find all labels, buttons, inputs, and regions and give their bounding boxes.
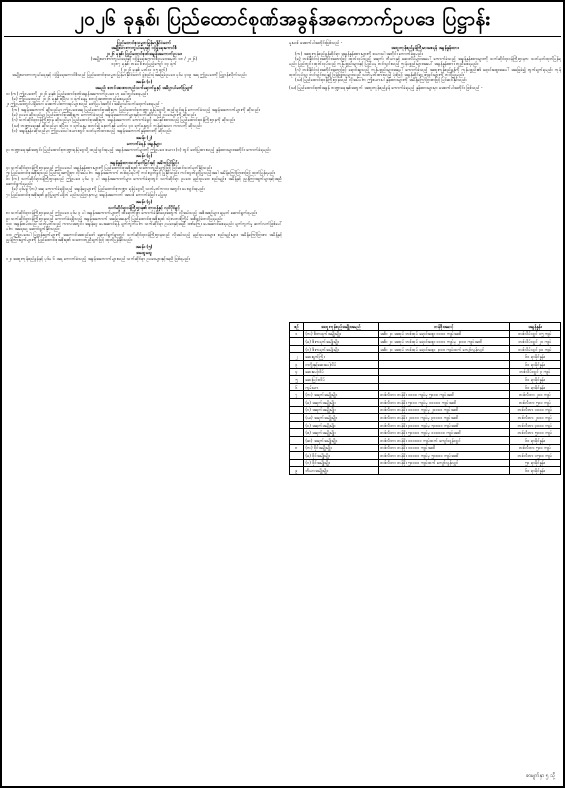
section-paragraph: (ခ) ပုဒ်မခွဲ (က) အရ ကောက်ခံရရှိသည့် အခွန်ငွေများကို ပြည်ထောင်စုဘဏ္ဍာ ရန်ပုံငွေသို့ သတ်မှတ်ကာလအတွင်း ပေးသွင်းရမည်။: [12, 186, 206, 192]
column-header: တန်ဖိုးအဆင့်: [378, 323, 509, 331]
table-intro: (ဃ) ပြည်ထောင်စုဏ်အခွန် ဘဏ္ဍာရေးနှစ်အတွက် အထူးကုန်စည်ခွန် ကောက်ခံရမည့် နှုန်းထားများမှာ အောက်ပါအတိုင်း ဖြစ်သည် -: [289, 85, 483, 91]
table-cell: တစ်လီတာ ၅၀၀၀ ကျပ်: [509, 429, 560, 437]
table-cell: [378, 376, 509, 384]
section-paragraph: ၄။ သက်ဆိုင်ရာဝန်ကြီးဌာနသည် ဤဥပဒေပါ အခွန်နှုန်းထားများကို ပြည်ထောင်စုအစိုးရ၏ သဘောတူညီချက်ဖြင့် ပြင်ဆင်သတ်မှတ်နိုင်သည်။: [6, 165, 213, 171]
title-divider: [4, 36, 561, 37]
table-row: [290, 330, 561, 338]
chapter-5-title: အခန်း (၅): [135, 243, 153, 249]
table-cell: ဗာဂျီးနှင့်ဆေးပေါ့လိပ်: [303, 360, 378, 368]
section-paragraph: (ဃ) ပြည်ထောင်စုဝန်ကြီးဌာနသည် လိုအပ်ပါက ဤဇယားပါ နှုန်းထားများကို အမိန့်ကြော်ငြာစာဖြင့် ပြင်ဆင်နိုင်သည်။: [295, 77, 467, 83]
table-row: [290, 421, 561, 429]
table-cell: [290, 345, 304, 353]
table-cell: ၇: [290, 391, 304, 399]
table-cell: တစ်လီတာ တန်ဖိုး ၂၀၀၀၁ ကျပ်မှ ၃၀၀၀၀ ကျပ်အထိ: [378, 414, 509, 422]
section-paragraph: ၅။ ပြည်ထောင်စုအစိုးရသည် ပြည်သူ့အကျိုးငှာ လိုအပ်ပါက အခွန်အကောက် တစ်ရပ်ရပ်ကို ကင်းလွတ်ခွင့် ပြုနိုင်သည်။ ကင်းလွတ်ခွင့်ပြုသည့်အခါ အမိန့်ကြော်ငြာစာဖြင့် ထုတ်ပြန်ရမည်။: [6, 170, 276, 176]
section-paragraph: (က) အခွန်အကောက် ဆိုသည်မှာ ဤဥပဒေအရ ပြည်ထောင်စုအစိုးရက ပြည်ထောင်စုဘဏ္ဍာ ရန်ပုံငွေသို့ ထည့်သွင်းရန် ကောက်ခံသည့် အခွန်အကောက်များကို ဆိုသည်။: [12, 106, 261, 112]
table-cell: ၅၀ ရာခိုင်နှုန်း: [509, 459, 560, 467]
table-row: [290, 406, 561, 414]
table-cell: တစ်လိပ်လျှင် ၂၀ ကျပ်: [509, 338, 560, 346]
table-cell: (စ) အရက်အမျိုးမျိုး: [303, 429, 378, 437]
table-cell: ၈: [290, 444, 304, 452]
chapter-1-subtitle: အမည်၊ စတင်အာဏာတည်သက်ရောက်မှုနှင့် အဓိပ္ပာယ်ဖော်ပြချက်: [95, 85, 193, 91]
column-header: စဉ်: [290, 323, 304, 331]
left-column: [6, 40, 282, 261]
header-line: (၂၀၂၆ ခုနှစ်၊ မတ်လ ၁၅ ရက်): [120, 66, 168, 72]
section-paragraph: (ဃ) ဘဏ္ဍာရေးနှစ် ဆိုသည်မှာ ဧပြီလ ၁ ရက်နေ့မှ စတင်၍ နောက်နှစ် မတ်လ ၃၁ ရက်နေ့တွင် ကုန်ဆုံးသော ကာလကို ဆိုသည်။: [12, 122, 202, 128]
table-row: [290, 391, 561, 399]
table-cell: [290, 338, 304, 346]
table-cell: တစ်လီတာ တန်ဖိုး ၁၀၀၀၁ ကျပ်မှ ၅၀၀၀၀ ကျပ်အထိ: [378, 452, 509, 460]
table-cell: အစီး ၂၀ အထုပ် တစ်ထုပ် ရောင်းဈေး ၂၀၀၀ ကျပ်ထက် ကျော်လွန်လျှင်: [378, 345, 509, 353]
section-paragraph: ၁။ (က) ဤဥပဒေကို ၂၀၂၆ ခုနှစ်၊ ပြည်ထောင်စုဏ်အခွန်အကောက်ဥပဒေ ဟု ခေါ်တွင်စေရမည်။: [6, 90, 149, 96]
section-paragraph: (ခ) ဤဥပဒေသည် ၂၀၂၆ ခုနှစ် ဧပြီလ ၁ ရက်နေ့မှ စတင်အာဏာတည်စေရမည်။: [12, 95, 132, 101]
table-row: [290, 345, 561, 353]
section-paragraph: ၁၂။ အထူးကုန်စည်ခွန်နှင့် ပုဒ်မ ၆ အရ ကောက်ခံသည့် အခွန်အကောက်များသည် သက်ဆိုင်ရာ ဥပဒေများနှင့်အညီ ဖြစ်ရမည်။: [6, 255, 191, 261]
table-cell: ၆၀ ရာခိုင်နှုန်း: [509, 436, 560, 444]
section-paragraph: ၁၁။ ဤဥပဒေပါ ပြဋ္ဌာန်းချက်များကို အကောင်အထည်ဖော် ဆောင်ရွက်ရာတွင် သက်ဆိုင်ရာဝန်ကြီးဌာနသည် လိုအပ်သည့် နည်းဥပဒေများ၊ စည်းမျဉ်းများ၊ အမိန့်ကြော်ငြာစာ၊ အမိန့်နှင့် ညွှန်ကြားချက်များကို ပြည်ထောင်စုအစိုးရ၏ သဘောတူညီချက်ဖြင့် ထုတ်ပြန်နိုင်သည်။: [6, 231, 282, 243]
table-row: [290, 368, 561, 376]
table-cell: ၆၀ ရာခိုင်နှုန်း: [509, 353, 560, 361]
table-row: [290, 338, 561, 346]
table-cell: ၆၀ ရာခိုင်နှုန်း: [509, 376, 560, 384]
table-cell: (ဃ) အရက်အမျိုးမျိုး: [303, 414, 378, 422]
header-line: အမျိုးသားကာကွယ်ရေးနှင့် လုံခြုံရေးကောင်စီ: [111, 45, 177, 51]
table-cell: ၆၀ ရာခိုင်နှုန်း: [509, 383, 560, 391]
table-cell: ၃: [290, 360, 304, 368]
table-cell: [290, 398, 304, 406]
table-cell: ဆေးပြင်းလိပ်: [303, 376, 378, 384]
table-cell: (ခ) ဝိုင်အမျိုးမျိုး: [303, 452, 378, 460]
section-paragraph: ၈။ သက်ဆိုင်ရာဝန်ကြီးဌာနသည် ဤဥပဒေ ပုဒ်မ ၃ ပါ အခွန်အကောက်များကို ထိရောက်စွာ ကောက်ခံနိုင်ရေးအတွက် လိုအပ်သည့် အစီအစဉ်များ ချမှတ် ဆောင်ရွက်ရမည်။: [6, 210, 258, 216]
table-cell: ၂: [290, 353, 304, 361]
table-cell: [290, 459, 304, 467]
section-paragraph: ၁၀။ အခွန်ထမ်းသည် သတ်မှတ်သည့် ကာလအတွင်း အခွန်ငွေ ပေးဆောင်ရန် ပျက်ကွက်ပါက သက်ဆိုင်ရာ ဥပဒေနှင့်အညီ ဒဏ်ကြေး ပေးဆောင်စေရမည်။ ပျက်ကွက်မှု ဆက်လက်ဖြစ်ပေါ်ပါက အရေးယူ ဆောင်ရွက်နိုင်သည်။: [6, 221, 282, 232]
table-cell: တစ်လီတာ တန်ဖိုး ၅၀၀၀၀ ကျပ်ထက် ကျော်လွန်လျှင်: [378, 459, 509, 467]
table-cell: ၁: [290, 330, 304, 338]
header-line: (အမျိုးသားကာကွယ်ရေးနှင့် လုံခြုံရေးကောင်စီဥပဒေအမှတ် ၁၈ / ၂၀၂၆): [90, 56, 198, 62]
chapter-4-subtitle: သက်ဆိုင်ရာဝန်ကြီးဌာန၏ တာဝန်နှင့် လုပ်ပိုင်ခွင့်: [108, 204, 180, 210]
table-row: [290, 353, 561, 361]
table-cell: [290, 452, 304, 460]
table-cell: တစ်လီတာ ၂၀၀၀ ကျပ်: [509, 414, 560, 422]
table-cell: တစ်လိပ်လျှင် ၁၅ ကျပ်: [509, 330, 560, 338]
table-cell: တစ်လိပ်လျှင် ၃ ကျပ်: [509, 368, 560, 376]
chapter-3-title: အခန်း (၃): [135, 153, 153, 159]
table-cell: တစ်လိပ်လျှင် ၃၀ ကျပ်: [509, 345, 560, 353]
tax-rate-subtitle: အထူးကုန်စည်ခွန်ကြီးမားစေရန် အခွန်နှုန်းထား: [391, 45, 459, 51]
table-cell: ၄: [290, 368, 304, 376]
table-cell: [290, 429, 304, 437]
chapter-5-subtitle: အထွေထွေ: [135, 250, 153, 256]
table-cell: တစ်လီတာ တန်ဖိုး ၅၀၀၁ ကျပ်မှ ၁၀၀၀၀ ကျပ်အထိ: [378, 398, 509, 406]
table-row: [290, 360, 561, 368]
section-paragraph: ၂။ ဤဥပဒေတွင်ပါရှိသော အောက်ပါစကားရပ်များသည် ဖော်ပြပါအတိုင်း အဓိပ္ပာယ်သက်ရောက်စေရမည် -: [6, 101, 163, 107]
table-cell: (ခ) အရက်အမျိုးမျိုး: [303, 398, 378, 406]
table-row: [290, 459, 561, 467]
page-title: ၂၀၂၆ ခုနှစ်၊ ပြည်ထောင်စုဏ်အခွန်အကောက်ဥပဒေ ပြဋ္ဌာန်း: [74, 8, 491, 30]
column-header: အထူးကုန်စည်အမျိုးအမည်: [303, 323, 378, 331]
section-paragraph: ၇။ ပြည်ထောင်စုအစိုးရ၏ ခွင့်ပြုချက်မရှိဘဲ မည်သည့်ဌာနကမျှ အခွန်အကောက် အသစ် ကောက်ခံခြင်း မပြုရ။: [6, 191, 167, 197]
table-row: [290, 376, 561, 384]
section-paragraph: (က) အထူးကုန်စည်ခွန်ဆိုင်ရာ အခွန်နှုန်းထားများကို ဇယားပါ အတိုင်း ကောက်ခံရမည်။: [295, 50, 424, 56]
table-cell: အစီး ၂၀ အထုပ် တစ်ထုပ် ရောင်းဈေး ၁၀၀၁ ကျပ်မှ ၂၀၀၀ ကျပ်အထိ: [378, 338, 509, 346]
table-cell: [290, 414, 304, 422]
table-cell: ဆေးရွက်ကြီး: [303, 353, 378, 361]
table-row: [290, 429, 561, 437]
chapter-2-title: အခန်း (၂): [135, 134, 153, 140]
table-cell: တစ်လီတာ ၁၅၀၀ ကျပ်: [509, 452, 560, 460]
section-paragraph: (ဂ) သက်ဆိုင်ရာဝန်ကြီးဌာန ဆိုသည်မှာ ပြည်ထောင်စုအစိုးရက အခွန်အကောက် ကောက်ခံခွင့် အပ်နှင်းထားသည့် ပြည်ထောင်စုဝန်ကြီးဌာနကို ဆိုသည်။: [12, 117, 236, 123]
table-cell: ဆေးပေါ့လိပ်: [303, 368, 378, 376]
table-cell: (က) ဝိုင်အမျိုးမျိုး: [303, 444, 378, 452]
table-cell: တစ်လီတာ တန်ဖိုး ၁၀၀၀ ကျပ်မှ ၅၀၀၀ ကျပ်အထိ: [378, 391, 509, 399]
table-row: [290, 383, 561, 391]
chapter-1-title: အခန်း (၁): [135, 78, 153, 84]
table-cell: (ဂ) စီးကရက်အမျိုးမျိုး: [303, 345, 378, 353]
table-cell: [290, 436, 304, 444]
table-cell: [378, 368, 509, 376]
table-cell: ၅: [290, 376, 304, 384]
table-cell: [378, 353, 509, 361]
section-paragraph: (ခ) တစ်နိုင်ငံလုံးအတိုင်းအတာဖြင့် ထုတ်လုပ်သည့် အရက်၊ ဘီယာနှင့် ဆေးလိပ်များအပေါ် ကောက်ခံသည့် အခွန်နှုန်းထားများကို သက်ဆိုင်ရာဝန်ကြီးဌာနက သတ်မှတ်ထုတ်ပြန်ရမည်။ ပြည်တွင်း ထုတ်လုပ်သည့် ကုန်ပစ္စည်းများနှင့် ပြည်ပမှ တင်သွင်းသည့် ကုန်ပစ္စည်းများအပေါ် အခွန်နှုန်းထား တူညီစေရမည်။: [289, 56, 561, 67]
table-cell: ၆: [290, 383, 304, 391]
table-cell: (ခ) စီးကရက်အမျိုးမျိုး: [303, 338, 378, 346]
table-cell: (ဆ) အရက်အမျိုးမျိုး: [303, 436, 378, 444]
preamble: အမျိုးသားကာကွယ်ရေးနှင့် လုံခြုံရေးကောင်စီသည် ပြည်ထောင်စုသမ္မတမြန်မာနိုင်ငံတော် ဖွဲ့စည်းပုံအခြေခံဥပဒေ ပုဒ်မ ၄၁၉ အရ ဤဥပဒေကို ပြဋ္ဌာန်းလိုက်သည်။: [12, 72, 247, 78]
table-cell: တစ်လီတာ တန်ဖိုး ၁၀၀၀၀၀ ကျပ်ထက် ကျော်လွန်လျှင်: [378, 436, 509, 444]
tax-rate-table: [289, 322, 561, 475]
table-cell: တစ်လီတာ တန်ဖိုး ၁၀၀၀၁ ကျပ်မှ ၂၀၀၀၀ ကျပ်အထိ: [378, 406, 509, 414]
right-column: [289, 40, 561, 91]
chapter-4-title: အခန်း (၄): [135, 198, 153, 204]
table-cell: တစ်လီတာ ၅၀၀ ကျပ်: [509, 398, 560, 406]
section-paragraph: (င) အခွန်နှုန်း ဆိုသည်မှာ ဤဥပဒေပါ ဇယားတွင် သတ်မှတ်ထားသည့် အခွန်အကောက်နှုန်းထားကို ဆိုသည်။: [12, 128, 172, 133]
table-cell: တစ်လီတာ ၅၀၀ ကျပ်: [509, 444, 560, 452]
table-cell: တစ်လီတာ ၂၀၀ ကျပ်: [509, 391, 560, 399]
table-cell: ၆၀ ရာခိုင်နှုန်း: [509, 467, 560, 475]
table-cell: ကွမ်းယာ: [303, 383, 378, 391]
table-cell: တစ်လီတာ တန်ဖိုး ၅၀၀၀၁ ကျပ်မှ ၁၀၀၀၀၀ ကျပ်အထိ: [378, 429, 509, 437]
header-line: ၂၀၂၆ ခုနှစ်၊ ပြည်ထောင်စုဏ်အခွန်အကောက်ဥပဒေ: [106, 50, 182, 56]
table-row: [290, 398, 561, 406]
table-row: [290, 444, 561, 452]
table-cell: တစ်လီတာ တန်ဖိုး ၁၀၀၀၀ ကျပ်အထိ: [378, 444, 509, 452]
section-paragraph: ၃။ ဘဏ္ဍာရေးနှစ်အတွင်း ပြည်ထောင်စုဘဏ္ဍာရန်ပုံငွေသို့ ထည့်သွင်းရမည့် အခွန်အကောက်များကို ဤဥပဒေ ဇယား (၁) တွင် ဖော်ပြထားသည့် နှုန်းထားများအတိုင်း ကောက်ခံရမည်။: [6, 146, 271, 152]
table-cell: [378, 383, 509, 391]
table-cell: (က) အရက်အမျိုးမျိုး: [303, 391, 378, 399]
table-cell: (င) အရက်အမျိုးမျိုး: [303, 421, 378, 429]
table-row: [290, 414, 561, 422]
table-row: [290, 467, 561, 475]
table-cell: အစီး ၂၀ အထုပ် တစ်ထုပ် ရောင်းဈေး ၁၀၀၀ ကျပ်အထိ: [378, 330, 509, 338]
table-header-row: [290, 323, 561, 331]
table-cell: (ဂ) အရက်အမျိုးမျိုး: [303, 406, 378, 414]
chapter-2-subtitle: ကောက်ခံရန် အခွန်များ: [126, 141, 162, 147]
table-row: [290, 436, 561, 444]
column-header: အခွန်နှုန်း: [509, 323, 560, 331]
header-line: ၁၃၈၇ ခုနှစ်၊ တပေါင်းလပြည့်ကျော် ၁၃ ရက်: [111, 61, 177, 67]
table-body: [290, 330, 561, 474]
table-row: [290, 452, 561, 460]
chapter-3-subtitle: အခွန်နှုန်းထားသတ်မှတ်ခြင်းနှင့် အဓိကပြင်ခြင်း: [109, 159, 179, 165]
table-cell: ၆၀ ရာခိုင်နှုန်း: [509, 360, 560, 368]
section-paragraph: ၆။ (က) သက်ဆိုင်ရာဝန်ကြီးဌာနသည် ဤဥပဒေ ပုဒ်မ ၃ ပါ အခွန်အကောက်များ ကောက်ခံရာတွင် သက်ဆိုင်ရာ ဥပဒေ၊ နည်းဥပဒေ၊ စည်းမျဉ်း၊ အမိန့်နှင့် ညွှန်ကြားချက်များနှင့်အညီ ဆောင်ရွက်ရမည်။: [6, 175, 282, 187]
section-paragraph: ၉။ သက်ဆိုင်ရာဝန်ကြီးဌာနသည် ကောက်ခံရရှိသည့် အခွန်အကောက် အခြေအနေကို ပြည်ထောင်စုအစိုးရထံ သုံးလတစ်ကြိမ် အစီရင်ခံတင်ပြရမည်။: [6, 215, 223, 221]
table-cell: [378, 467, 509, 475]
table-cell: (ဂ) ဝိုင်အမျိုးမျိုး: [303, 459, 378, 467]
table-cell: (က) စီးကရက်အမျိုးမျိုး: [303, 330, 378, 338]
table-cell: [378, 360, 509, 368]
section-paragraph: (ခ) ဥပဒေ ဆိုသည်မှာ ပြည်ထောင်စုအစိုးရက ကောက်ခံသည့် အခွန်အကောက်များနှင့်သက်ဆိုင်သည့် ဥပဒေများကို ဆိုသည်။: [12, 111, 197, 117]
header-line: ပြည်ထောင်စုသမ္မတမြန်မာနိုင်ငံတော်: [116, 40, 172, 45]
table-cell: [290, 421, 304, 429]
table-cell: ၉: [290, 467, 304, 475]
page-continuation: စာမျက်နှာ ၅ သို့: [526, 773, 555, 779]
table-cell: [290, 406, 304, 414]
section-paragraph: (ဂ) တစ်နိုင်ငံလုံးအတိုင်းအတာဖြင့် ရောင်းချသည့် ကုန်ပစ္စည်းများအပေါ် ကောက်ခံသည့် အထူးကုန်စည်ခွန်ကို ကုန်ပစ္စည်း၏ ရောင်းဈေးအပေါ် အခြေခံ၍ တွက်ချက်ရမည်။ ကုန်ထုတ်လုပ်သူ၊ တင်သွင်းသူနှင့် ဖြန့်ဖြူးသူများသည် သတ်မှတ်ထားသည့် ပုံစံဖြင့် အခွန်ဆိုင်ရာ စာရင်းများကို တင်ပြရမည်။: [289, 66, 561, 78]
table-cell: တစ်လီတာ ၃၀၀၀ ကျပ်: [509, 421, 560, 429]
table-cell: တစ်လီတာ ၁၀၀၀ ကျပ်: [509, 406, 560, 414]
table-cell: တစ်လီတာ တန်ဖိုး ၃၀၀၀၁ ကျပ်မှ ၅၀၀၀၀ ကျပ်အထိ: [378, 421, 509, 429]
right-intro: မူးယစ် အောက်ပါအတိုင်းဖြစ်သည် -: [289, 40, 343, 45]
table-cell: ဘီယာအမျိုးမျိုး: [303, 467, 378, 475]
